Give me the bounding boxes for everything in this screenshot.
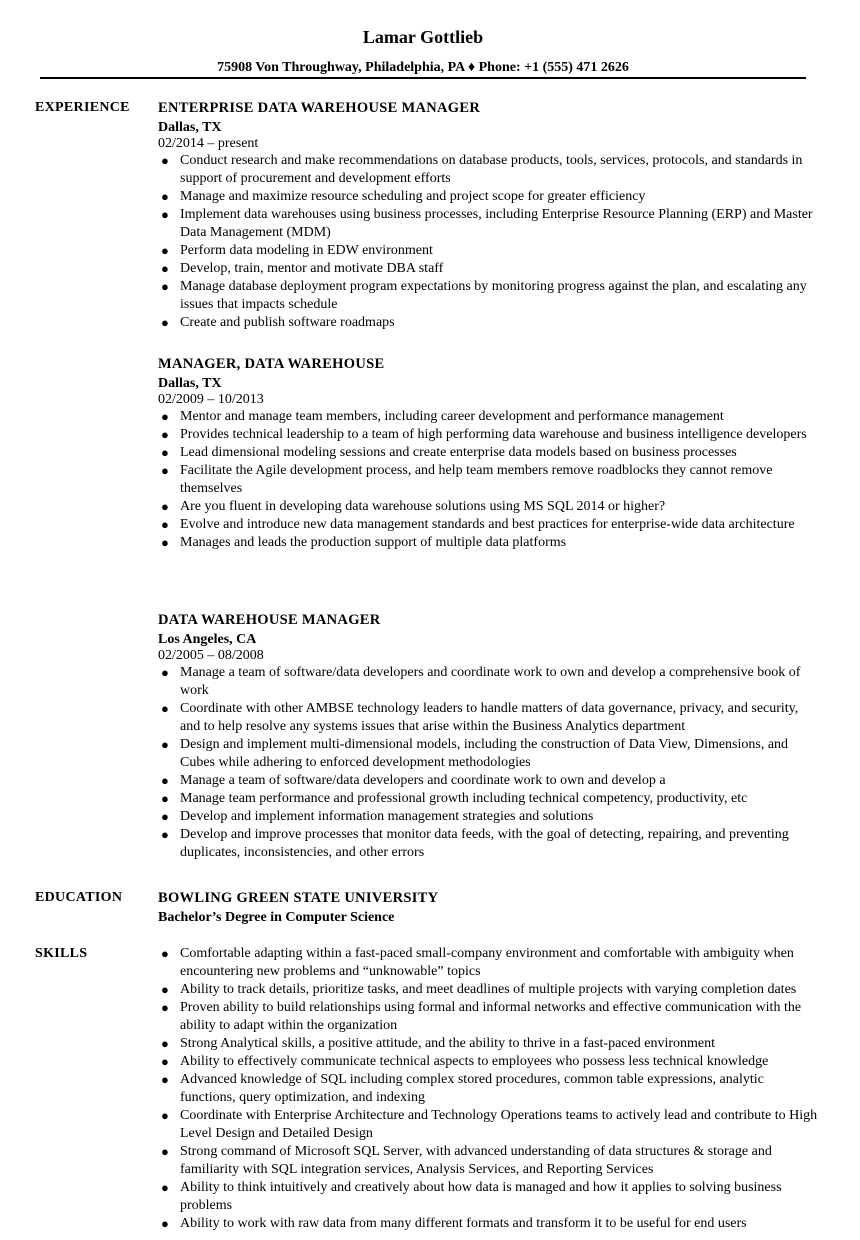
job-dates: 02/2014 – present xyxy=(158,136,259,151)
list-item xyxy=(158,444,818,462)
skill-text: Comfortable adapting within a fast-paced small-company environment and comfortable with ambiguity when encountering new problems and “unknowable” topics xyxy=(180,946,794,979)
list-item xyxy=(158,462,818,498)
bullet-icon: ● xyxy=(161,773,169,788)
bullet-text: Manage a team of software/data developers and coordinate work to own and develop a comprehensive book of work xyxy=(180,665,801,698)
job-bullets xyxy=(158,152,818,332)
bullet-text: Evolve and introduce new data management standards and best practices for enterprise-wide data architecture xyxy=(180,517,795,532)
skill-text: Strong command of Microsoft SQL Server, with advanced understanding of data structures & storage and familiarity with SQL integration services, Analysis Services, and Reporting Services xyxy=(180,1144,772,1177)
job-bullets xyxy=(158,664,818,862)
list-item xyxy=(158,516,818,534)
list-item xyxy=(158,1035,818,1053)
skills-section-label: SKILLS xyxy=(35,946,88,961)
list-item xyxy=(158,1179,818,1215)
bullet-text: Design and implement multi-dimensional models, including the construction of Data View, Dimensions, and Cubes while adhering to enforced development methodologies xyxy=(180,737,789,770)
list-item xyxy=(158,1107,818,1143)
bullet-icon: ● xyxy=(161,243,169,258)
skills-entry xyxy=(158,945,818,1233)
list-item xyxy=(158,188,818,206)
list-item xyxy=(158,408,818,426)
job-title: DATA WAREHOUSE MANAGER xyxy=(158,612,381,628)
job-location: Dallas, TX xyxy=(158,120,222,135)
bullet-icon: ● xyxy=(161,409,169,424)
skill-text: Coordinate with Enterprise Architecture and Technology Operations teams to actively lead and contribute to High Level Design and Detailed Design xyxy=(180,1108,818,1141)
bullet-icon: ● xyxy=(161,445,169,460)
bullet-icon: ● xyxy=(161,517,169,532)
education-section-label: EDUCATION xyxy=(35,890,123,905)
bullet-icon: ● xyxy=(161,1108,169,1123)
skill-text: Ability to think intuitively and creatively about how data is managed and how it applies to solving business problems xyxy=(180,1180,782,1213)
bullet-icon: ● xyxy=(161,207,169,222)
bullet-icon: ● xyxy=(161,982,169,997)
bullet-text: Manage a team of software/data developers and coordinate work to own and develop a xyxy=(180,773,666,788)
skill-text: Ability to work with raw data from many different formats and transform it to be useful for end users xyxy=(180,1216,747,1231)
list-item xyxy=(158,314,818,332)
skill-text: Ability to effectively communicate technical aspects to employees who possess less technical knowledge xyxy=(180,1054,769,1069)
bullet-icon: ● xyxy=(161,1216,169,1231)
bullet-text: Mentor and manage team members, including career development and performance management xyxy=(180,409,724,424)
list-item xyxy=(158,790,818,808)
bullet-icon: ● xyxy=(161,499,169,514)
bullet-icon: ● xyxy=(161,1072,169,1087)
bullet-text: Provides technical leadership to a team of high performing data warehouse and business intelligence developers xyxy=(180,427,807,442)
job-bullets xyxy=(158,408,818,552)
bullet-text: Develop, train, mentor and motivate DBA staff xyxy=(180,261,444,276)
list-item xyxy=(158,826,818,862)
experience-section-label: EXPERIENCE xyxy=(35,100,130,115)
bullet-text: Develop and implement information management strategies and solutions xyxy=(180,809,594,824)
list-item xyxy=(158,260,818,278)
candidate-name: Lamar Gottlieb xyxy=(362,27,484,47)
skill-text: Advanced knowledge of SQL including complex stored procedures, common table expressions, analytic functions, query optimization, and indexing xyxy=(180,1072,764,1105)
list-item xyxy=(158,945,818,981)
bullet-text: Create and publish software roadmaps xyxy=(180,315,395,330)
contact-line: 75908 Von Throughway, Philadelphia, PA ♦ Phone: +1 (555) 471 2626 xyxy=(217,60,629,75)
bullet-icon: ● xyxy=(161,791,169,806)
education-entry xyxy=(158,889,818,927)
bullet-text: Lead dimensional modeling sessions and create enterprise data models based on business processes xyxy=(180,445,737,460)
bullet-text: Manage team performance and professional growth including technical competency, productivity, etc xyxy=(180,791,748,806)
bullet-text: Manages and leads the production support of multiple data platforms xyxy=(180,535,567,550)
job-title: ENTERPRISE DATA WAREHOUSE MANAGER xyxy=(158,100,481,116)
list-item xyxy=(158,1053,818,1071)
job-location: Los Angeles, CA xyxy=(158,632,257,647)
skill-text: Ability to track details, prioritize tasks, and meet deadlines of multiple projects with varying completion dates xyxy=(180,982,797,997)
list-item xyxy=(158,1143,818,1179)
bullet-icon: ● xyxy=(161,189,169,204)
skill-text: Strong Analytical skills, a positive attitude, and the ability to thrive in a fast-paced environment xyxy=(180,1036,715,1051)
bullet-text: Manage and maximize resource scheduling and project scope for greater efficiency xyxy=(180,189,646,204)
list-item xyxy=(158,1215,818,1233)
bullet-icon: ● xyxy=(161,261,169,276)
job-entry xyxy=(158,355,818,552)
bullet-icon: ● xyxy=(161,665,169,680)
bullet-text: Manage database deployment program expectations by monitoring progress against the plan, and escalating any issues that impacts schedule xyxy=(180,279,807,312)
job-entry xyxy=(158,611,818,862)
bullet-icon: ● xyxy=(161,1036,169,1051)
list-item xyxy=(158,700,818,736)
job-dates: 02/2005 – 08/2008 xyxy=(158,648,264,663)
list-item xyxy=(158,498,818,516)
list-item xyxy=(158,772,818,790)
list-item xyxy=(158,206,818,242)
list-item xyxy=(158,152,818,188)
skill-text: Proven ability to build relationships using formal and informal networks and effective communication with the ability to adapt within the organization xyxy=(180,1000,802,1033)
bullet-icon: ● xyxy=(161,153,169,168)
bullet-icon: ● xyxy=(161,427,169,442)
bullet-icon: ● xyxy=(161,535,169,550)
list-item xyxy=(158,1071,818,1107)
bullet-text: Perform data modeling in EDW environment xyxy=(180,243,433,258)
list-item xyxy=(158,664,818,700)
job-entry xyxy=(158,99,818,332)
list-item xyxy=(158,808,818,826)
list-item xyxy=(158,278,818,314)
bullet-icon: ● xyxy=(161,1054,169,1069)
bullet-icon: ● xyxy=(161,737,169,752)
bullet-icon: ● xyxy=(161,315,169,330)
list-item xyxy=(158,981,818,999)
bullet-icon: ● xyxy=(161,701,169,716)
job-title: MANAGER, DATA WAREHOUSE xyxy=(158,356,385,372)
bullet-icon: ● xyxy=(161,463,169,478)
list-item xyxy=(158,534,818,552)
bullet-icon: ● xyxy=(161,1144,169,1159)
bullet-text: Implement data warehouses using business processes, including Enterprise Resource Planning (ERP) and Master Data Management (MDM) xyxy=(180,207,813,240)
bullet-icon: ● xyxy=(161,1180,169,1195)
list-item xyxy=(158,999,818,1035)
bullet-text: Develop and improve processes that monitor data feeds, with the goal of detecting, repairing, and preventing duplicates, inconsistencies, and other errors xyxy=(180,827,789,860)
degree-name: Bachelor’s Degree in Computer Science xyxy=(158,910,395,925)
header-divider xyxy=(40,77,806,79)
bullet-icon: ● xyxy=(161,809,169,824)
job-dates: 02/2009 – 10/2013 xyxy=(158,392,264,407)
list-item xyxy=(158,242,818,260)
bullet-text: Facilitate the Agile development process, and help team members remove roadblocks they cannot remove themselves xyxy=(180,463,773,496)
job-location: Dallas, TX xyxy=(158,376,222,391)
bullet-text: Conduct research and make recommendations on database products, tools, services, protocols, and standards in support of procurement and development efforts xyxy=(180,153,803,186)
bullet-icon: ● xyxy=(161,946,169,961)
skills-list xyxy=(158,945,818,1233)
list-item xyxy=(158,736,818,772)
list-item xyxy=(158,426,818,444)
school-name: BOWLING GREEN STATE UNIVERSITY xyxy=(158,890,439,906)
bullet-text: Are you fluent in developing data warehouse solutions using MS SQL 2014 or higher? xyxy=(180,499,666,514)
bullet-icon: ● xyxy=(161,279,169,294)
bullet-text: Coordinate with other AMBSE technology leaders to handle matters of data governance, privacy, and security, and to help resolve any systems issues that arise within the Business Analytics department xyxy=(180,701,799,734)
bullet-icon: ● xyxy=(161,827,169,842)
bullet-icon: ● xyxy=(161,1000,169,1015)
